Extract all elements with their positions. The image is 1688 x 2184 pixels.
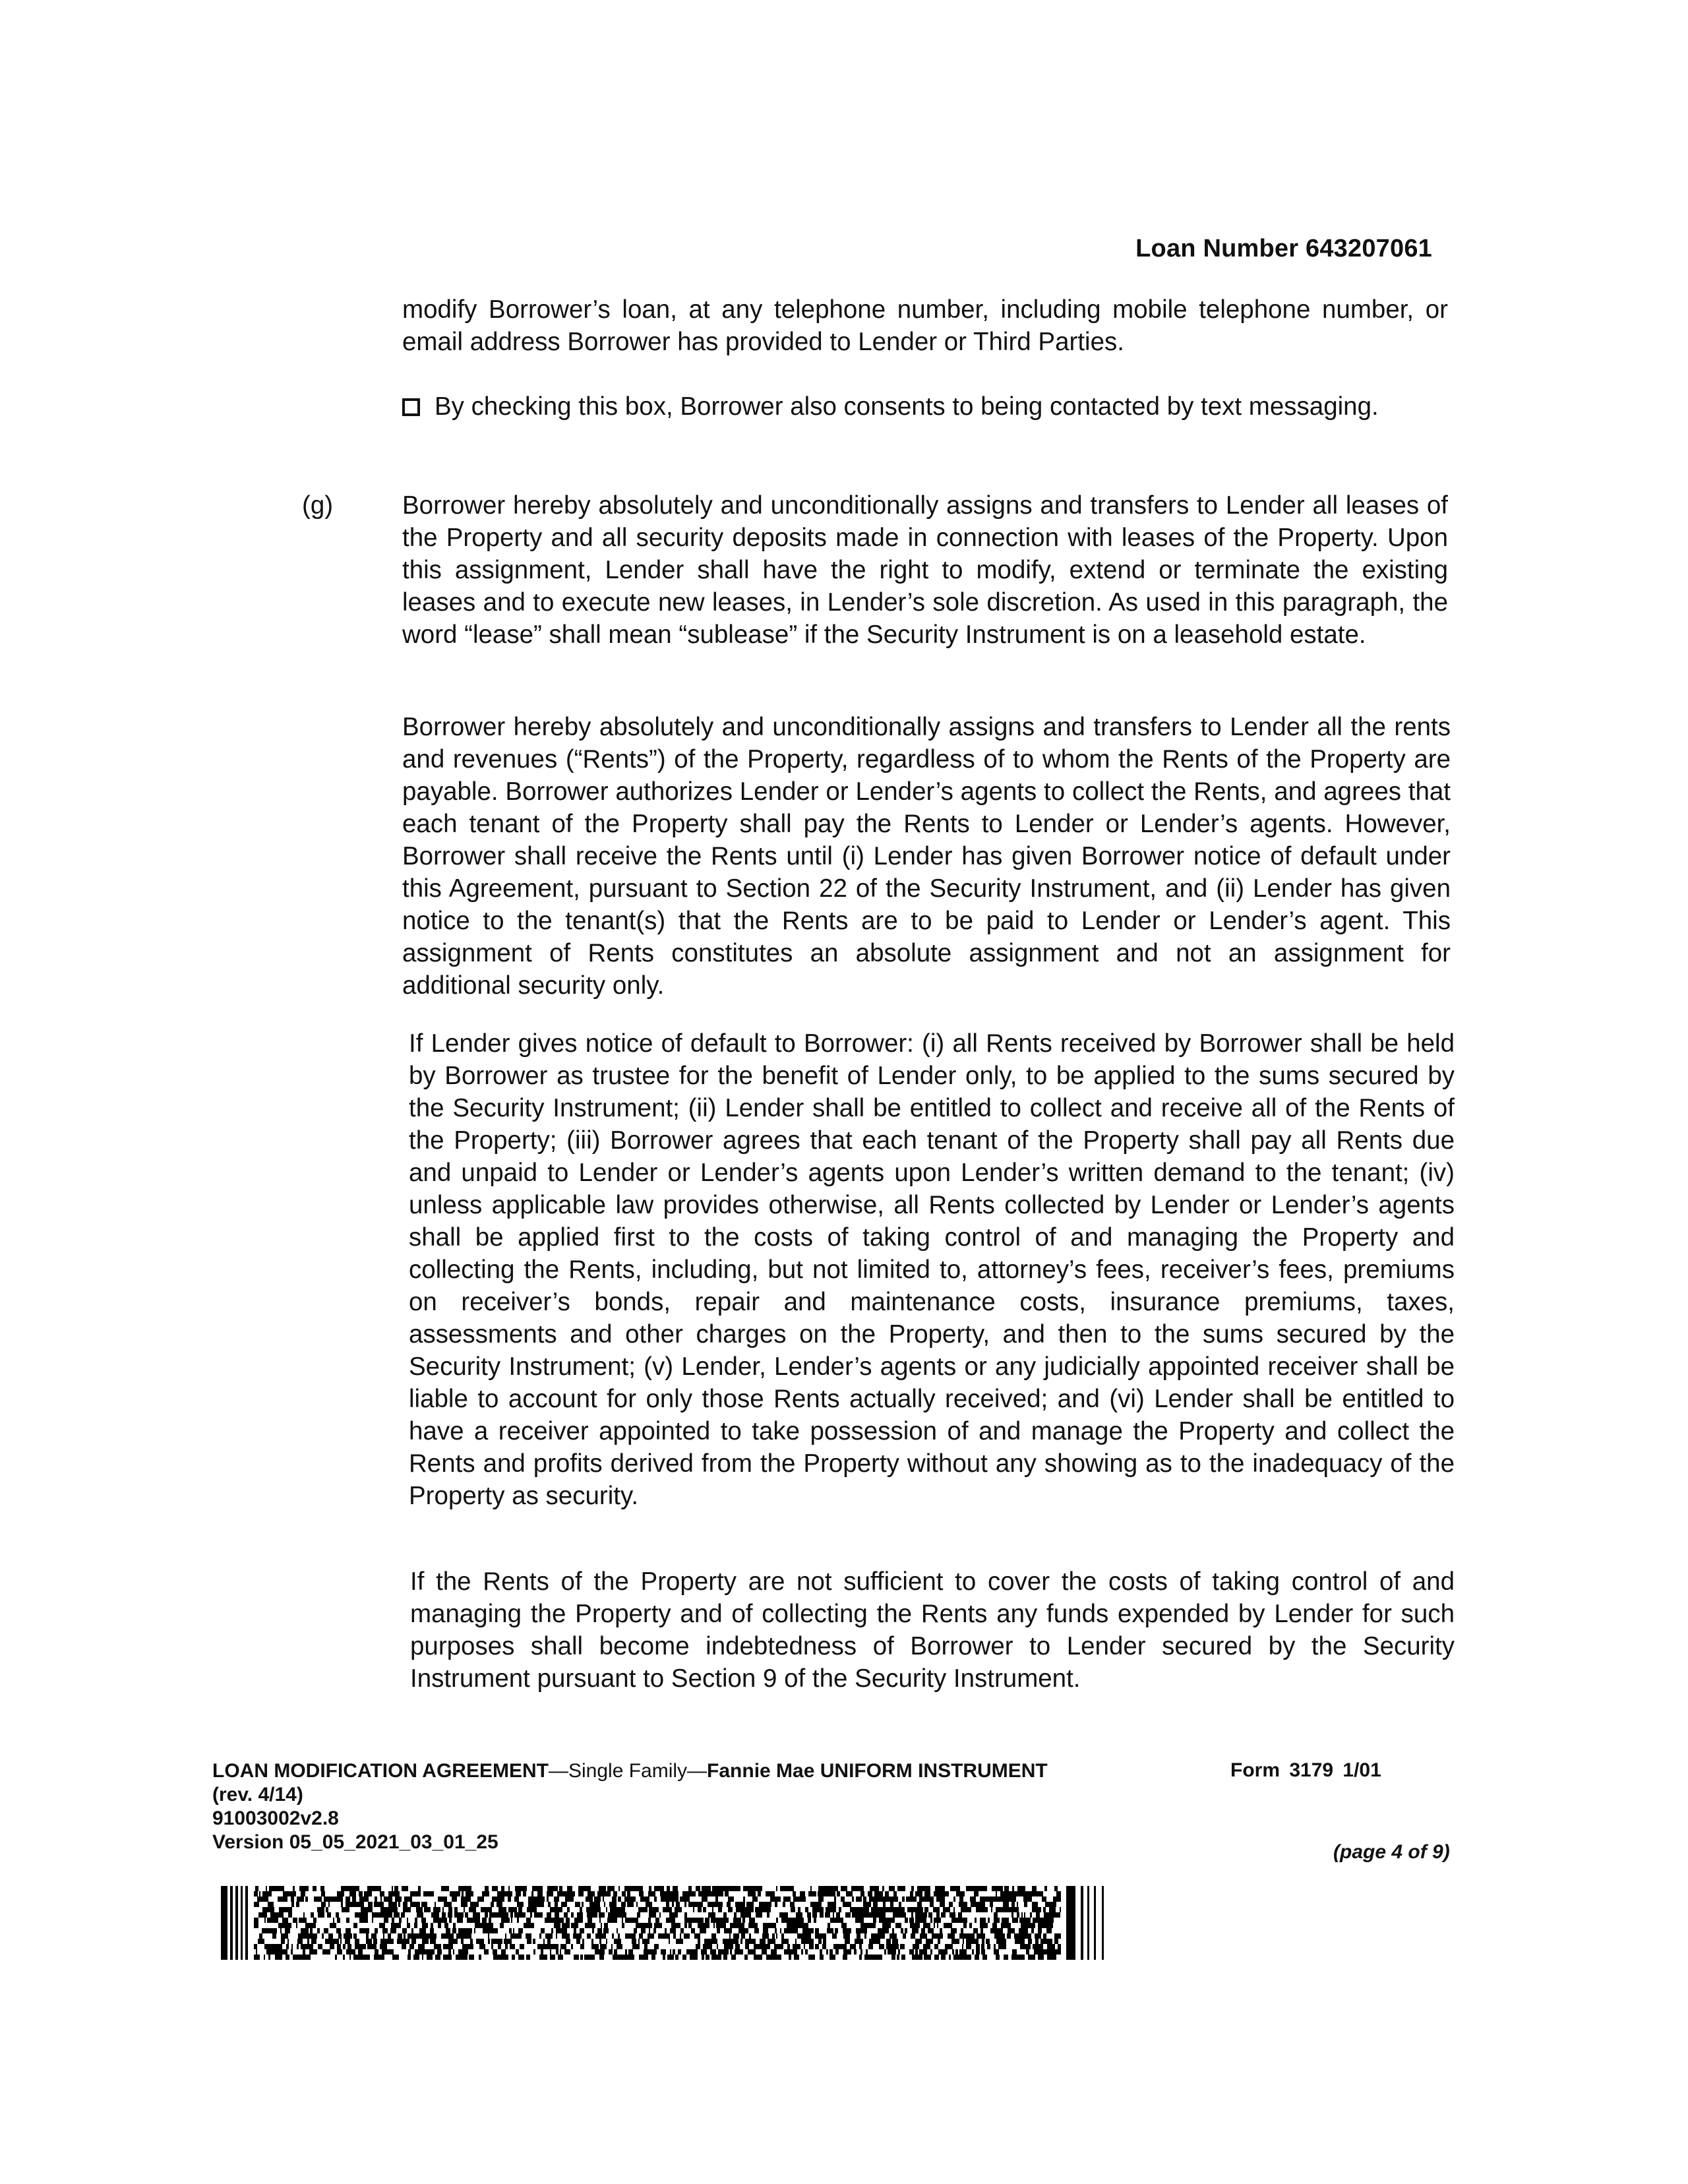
section-g-label: (g) (302, 491, 334, 520)
section-g-paragraph-rents: Borrower hereby absolutely and unconditionally assigns and transfers to Lender all the rents and revenues (“Rents”) of the Property, regardless of to whom the Rents of the Property are payable. Borrower authorizes Lender or Lender’s agents to collect the Rents, and agrees that each tenant of the Property shall pay the Rents to Lender or Lender’s agents. However, Borrower shall receive the Rents until (i) Lender has given Borrower notice of default under this Agreement, pursuant to Section 22 of the Security Instrument, and (ii) Lender has given notice to the tenant(s) that the Rents are to be paid to Lender or Lender’s agent. This assignment of Rents constitutes an absolute assignment and not an assignment for additional security only. (402, 713, 1451, 1000)
footer-title-bold: LOAN MODIFICATION AGREEMENT (212, 1760, 549, 1782)
section-g-paragraph-insufficient: If the Rents of the Property are not sufficient to cover the costs of taking control of and managing the Property and of collecting the Rents any funds expended by Lender for such purposes shall become indebtedness of Borrower to Lender secured by the Security Instrument pursuant to Section 9 of the Security Instrument. (410, 1567, 1455, 1693)
text-consent-option (402, 390, 1448, 423)
footer-revision: (rev. 4/14) (212, 1784, 303, 1805)
footer-form-info (212, 1759, 1048, 1854)
text-consent-checkbox[interactable] (402, 398, 420, 416)
continued-paragraph: modify Borrower’s loan, at any telephone number, including mobile telephone number, or email address Borrower has provided to Lender or Third Parties. (402, 295, 1448, 356)
footer-title-end: Fannie Mae UNIFORM INSTRUMENT (707, 1760, 1048, 1782)
loan-number: Loan Number 643207061 (1135, 235, 1432, 262)
checkbox-label: By checking this box, Borrower also consents to being contacted by text messaging. (435, 392, 1379, 421)
section-g-paragraph-leases: Borrower hereby absolutely and unconditionally assigns and transfers to Lender all leases of the Property and all security deposits made in connection with leases of the Property. Upon this assignment, Lender shall have the right to modify, extend or terminate the existing leases and to execute new leases, in Lender’s sole discretion. As used in this paragraph, the word “lease” shall mean “sublease” if the Security Instrument is on a leasehold estate. (402, 491, 1448, 649)
footer-title (212, 1759, 1048, 1783)
footer-form-number: Form 3179 1/01 (1230, 1759, 1381, 1781)
footer-page-number: (page 4 of 9) (1333, 1841, 1450, 1863)
footer-doc-code: 91003002v2.8 (212, 1807, 339, 1829)
footer-title-mid: —Single Family— (548, 1760, 708, 1782)
section-g-paragraph-default: If Lender gives notice of default to Borrower: (i) all Rents received by Borrower shall be held by Borrower as trustee for the benefit of Lender only, to be applied to the sums secured by the Security Instrument; (ii) Lender shall be entitled to collect and receive all of the Rents of the Property; (iii) Borrower agrees that each tenant of the Property shall pay all Rents due and unpaid to Lender or Lender’s agents upon Lender’s written demand to the tenant; (iv) unless applicable law provides otherwise, all Rents collected by Lender or Lender’s agents shall be applied first to the costs of taking control of and managing the Property and collecting the Rents, including, but not limited to, attorney’s fees, receiver’s fees, premiums on receiver’s bonds, repair and maintenance costs, insurance premiums, taxes, assessments and other charges on the Property, and then to the sums secured by the Security Instrument; (v) Lender, Lender’s agents or any judicially appointed receiver shall be liable to account for only those Rents actually received; and (vi) Lender shall be entitled to have a receiver appointed to take possession of and manage the Property and collect the Rents and profits derived from the Property without any showing as to the inadequacy of the Property as security. (409, 1029, 1455, 1510)
footer-version: Version 05_05_2021_03_01_25 (212, 1831, 498, 1853)
pdf417-barcode (221, 1886, 1112, 1960)
